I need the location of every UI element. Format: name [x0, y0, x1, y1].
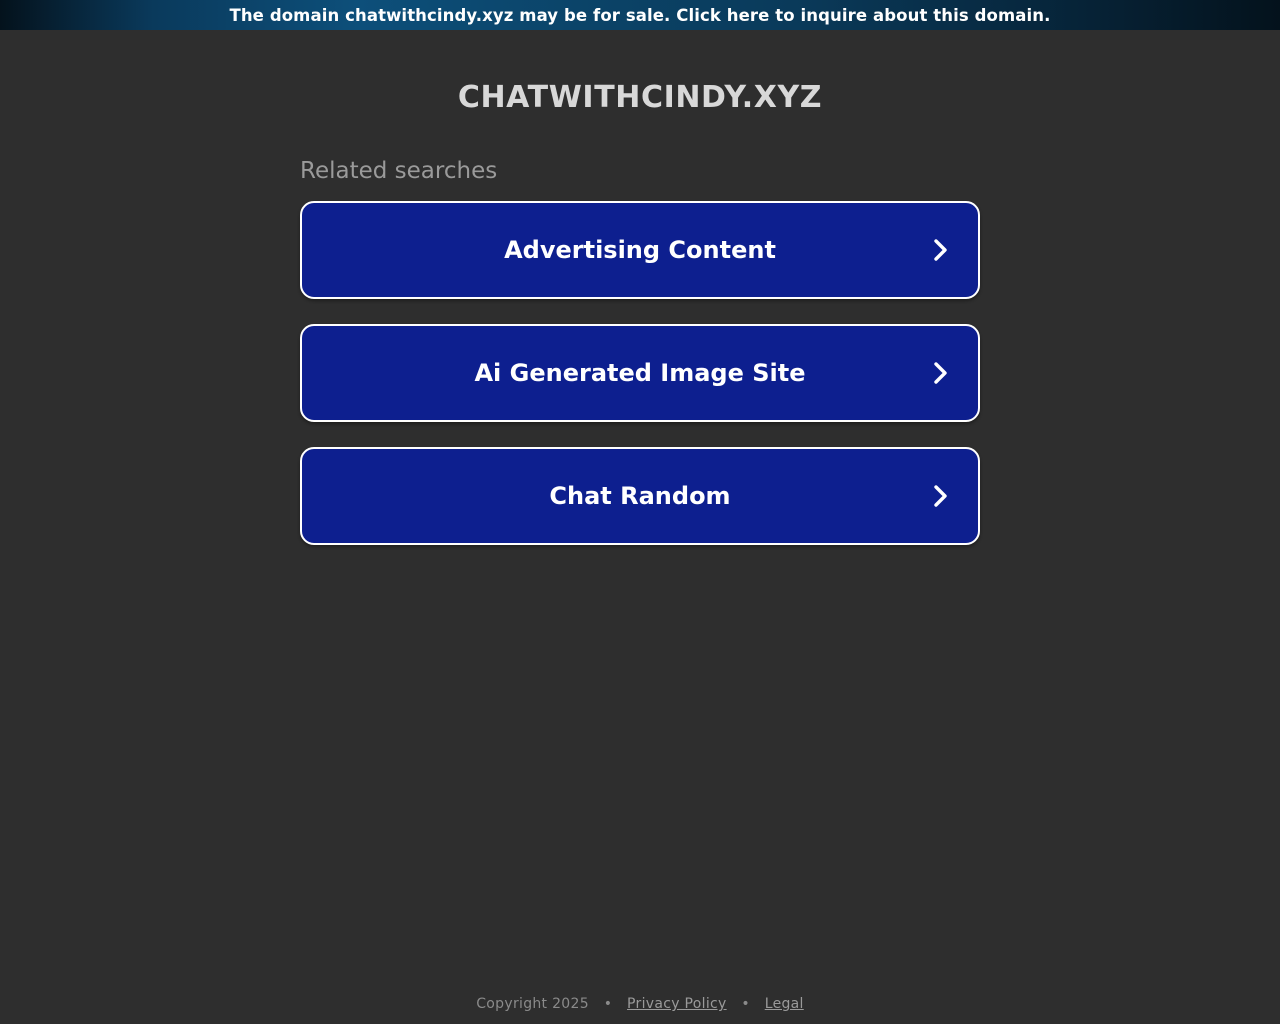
related-search-label: Advertising Content: [504, 236, 776, 264]
related-search-label: Ai Generated Image Site: [474, 359, 806, 387]
chevron-right-icon: [930, 239, 952, 261]
footer: [0, 996, 1280, 1012]
related-search-card-chat-random[interactable]: [300, 447, 980, 545]
related-search-card-advertising-content[interactable]: [300, 201, 980, 299]
related-search-card-ai-generated-image-site[interactable]: [300, 324, 980, 422]
related-searches-list: [300, 201, 980, 545]
related-searches-section: [300, 115, 980, 545]
chevron-right-icon: [930, 485, 952, 507]
for-sale-banner-text: The domain chatwithcindy.xyz may be for sale. Click here to inquire about this domain.: [229, 5, 1051, 25]
chevron-right-icon: [930, 362, 952, 384]
related-searches-heading: Related searches: [300, 158, 498, 184]
for-sale-banner[interactable]: [0, 0, 1280, 30]
footer-privacy-policy-link[interactable]: Privacy Policy: [627, 996, 727, 1012]
footer-copyright: Copyright 2025: [476, 996, 589, 1012]
page-title: CHATWITHCINDY.XYZ: [457, 80, 823, 115]
related-search-label: Chat Random: [549, 482, 731, 510]
page-body: [0, 30, 1280, 1024]
footer-legal-link[interactable]: Legal: [764, 996, 804, 1012]
footer-separator: •: [741, 996, 750, 1012]
footer-separator: •: [603, 996, 613, 1012]
